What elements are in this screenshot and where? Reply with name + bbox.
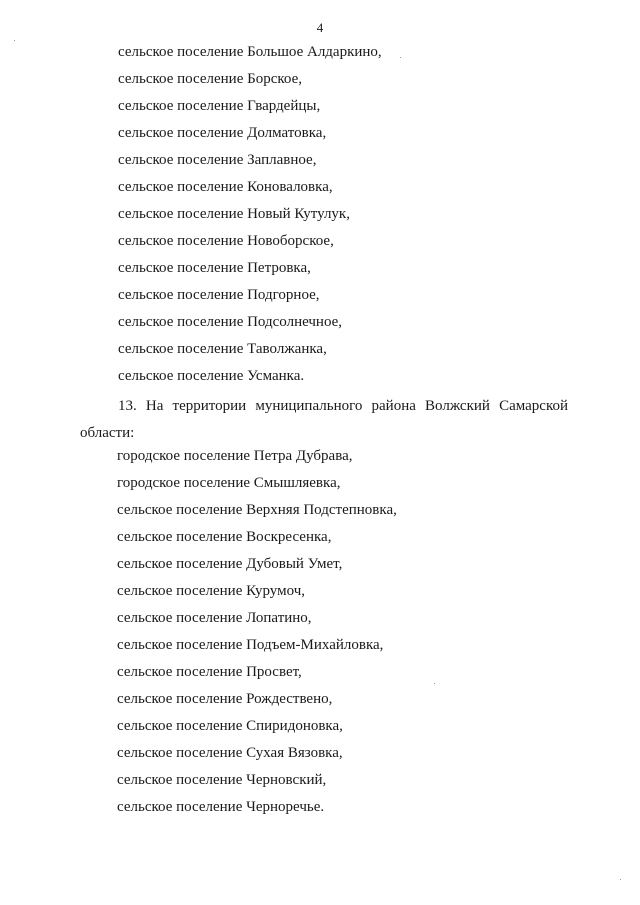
settlement-list-item: сельское поселение Спиридоновка, xyxy=(117,718,343,734)
settlement-list-item: сельское поселение Черновский, xyxy=(117,772,327,788)
settlement-list-volzhsky-district xyxy=(117,443,397,821)
settlement-list-item: сельское поселение Подгорное, xyxy=(118,287,320,303)
scan-speck xyxy=(14,40,15,41)
settlement-list-item: сельское поселение Коноваловка, xyxy=(118,179,333,195)
settlement-list-item: сельское поселение Усманка. xyxy=(118,368,305,384)
scan-speck xyxy=(400,57,401,58)
settlement-list-item: городское поселение Смышляевка, xyxy=(117,475,341,491)
settlement-list-item: городское поселение Петра Дубрава, xyxy=(117,448,353,464)
settlement-list-item: сельское поселение Новый Кутулук, xyxy=(118,206,350,222)
clause-13-line-1: 13. На территории муниципального района Волжский Самарской xyxy=(118,398,568,414)
settlement-list-item: сельское поселение Долматовка, xyxy=(118,125,327,141)
settlement-list-item: сельское поселение Воскресенка, xyxy=(117,529,332,545)
settlement-list-item: сельское поселение Сухая Вязовка, xyxy=(117,745,343,761)
settlement-list-item: сельское поселение Верхняя Подстепновка, xyxy=(117,502,397,518)
scan-speck xyxy=(434,683,435,684)
settlement-list-item: сельское поселение Большое Алдаркино, xyxy=(118,44,382,60)
settlement-list-item: сельское поселение Таволжанка, xyxy=(118,341,327,357)
settlement-list-item: сельское поселение Заплавное, xyxy=(118,152,317,168)
settlement-list-item: сельское поселение Лопатино, xyxy=(117,610,312,626)
settlement-list-item: сельское поселение Черноречье. xyxy=(117,799,325,815)
settlement-list-item: сельское поселение Просвет, xyxy=(117,664,302,680)
settlement-list-item: сельское поселение Подъем-Михайловка, xyxy=(117,637,384,653)
settlement-list-item: сельское поселение Курумоч, xyxy=(117,583,305,599)
settlement-list-item: сельское поселение Новоборское, xyxy=(118,233,334,249)
page-number: 4 xyxy=(316,20,324,35)
settlement-list-item: сельское поселение Гвардейцы, xyxy=(118,98,321,114)
clause-13-heading xyxy=(80,393,568,447)
clause-13-line-2: области: xyxy=(80,425,135,441)
settlement-list-item: сельское поселение Дубовый Умет, xyxy=(117,556,343,572)
settlement-list-item: сельское поселение Подсолнечное, xyxy=(118,314,343,330)
settlement-list-previous-district xyxy=(118,39,382,390)
settlement-list-item: сельское поселение Рождествено, xyxy=(117,691,333,707)
scan-speck xyxy=(620,879,621,880)
settlement-list-item: сельское поселение Борское, xyxy=(118,71,302,87)
settlement-list-item: сельское поселение Петровка, xyxy=(118,260,311,276)
